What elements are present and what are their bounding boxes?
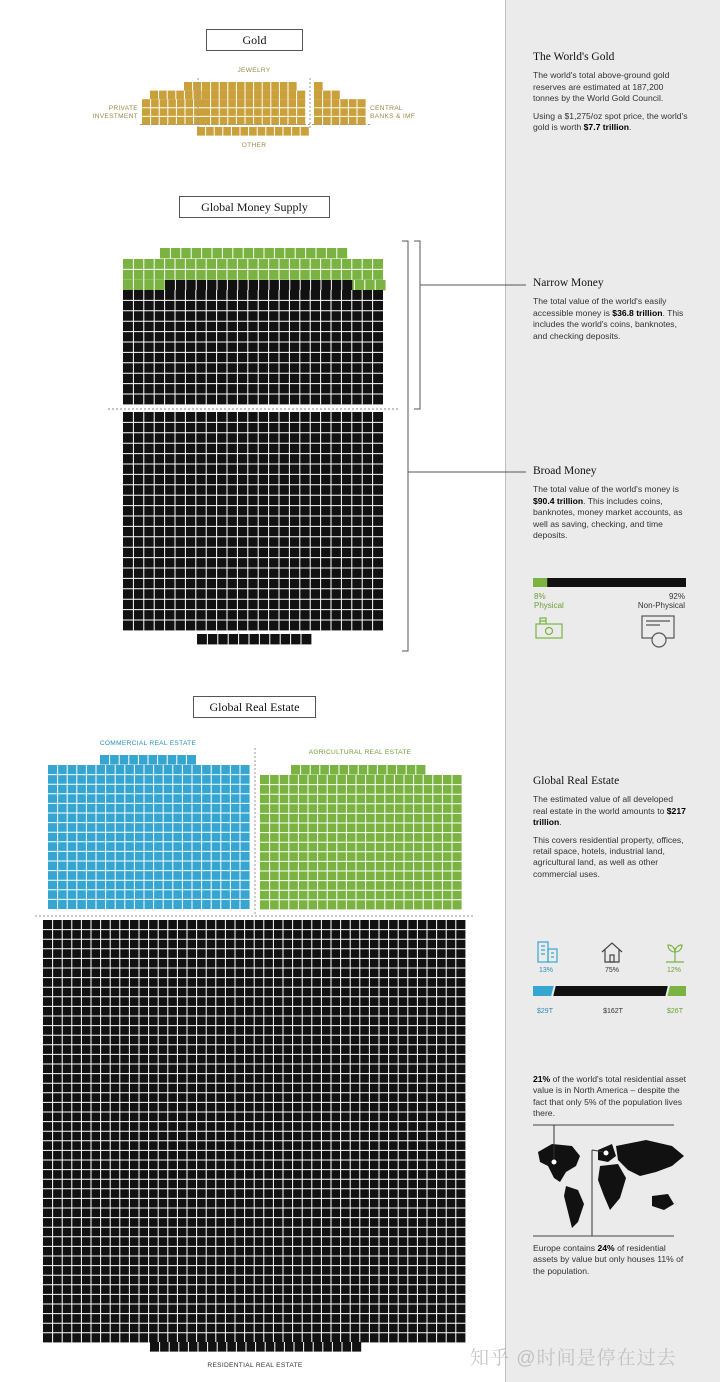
money-supply-waffle bbox=[108, 248, 400, 644]
money-broad-black bbox=[123, 412, 383, 630]
narrow-money-heading: Narrow Money bbox=[533, 277, 604, 289]
real-estate-text-1: The estimated value of all developed real estate in the world amounts to $217 trillion. bbox=[533, 794, 686, 828]
gold-central-top bbox=[314, 82, 323, 91]
check-icon bbox=[642, 616, 674, 647]
broad-money-text: The total value of the world's money is $90.4 trillion. This includes coins, banknotes, money market accounts, as well as saving, checking, and time deposits. bbox=[533, 484, 683, 541]
money-green-left bbox=[123, 280, 165, 290]
gold-text-1: The world's total above-ground gold reserves are estimated at 187,200 tonnes by the World Gold Council. bbox=[533, 70, 670, 104]
building-tall bbox=[538, 942, 548, 962]
agricultural-label: AGRICULTURAL REAL ESTATE bbox=[308, 749, 412, 756]
private-label-2: INVESTMENT bbox=[92, 113, 138, 120]
narrow-money-text: The total value of the world's easily accessible money is $36.8 trillion. This includes the world's coins, banknotes, and checking deposits. bbox=[533, 296, 684, 341]
commercial-bar bbox=[533, 986, 553, 996]
gold-jewelry-row-1-fill bbox=[202, 82, 297, 91]
agricultural-pct: 12% bbox=[666, 967, 681, 974]
house-door bbox=[610, 955, 614, 962]
jewelry-label: JEWELRY bbox=[237, 67, 271, 74]
check-lines bbox=[646, 621, 670, 625]
agricultural-value: $26T bbox=[667, 1008, 683, 1015]
re-agricultural-top bbox=[291, 765, 425, 775]
plant-leaves bbox=[668, 945, 682, 962]
eu-dot bbox=[603, 1150, 609, 1156]
real-estate-title: Global Real Estate bbox=[193, 696, 316, 718]
north-america-shape bbox=[538, 1144, 580, 1182]
europe-note: Europe contains 24% of residential assets by value but only houses 11% of the population. bbox=[533, 1243, 684, 1276]
check-coin bbox=[652, 633, 666, 647]
real-estate-info bbox=[533, 776, 688, 886]
commercial-value: $29T bbox=[537, 1008, 553, 1015]
money-black-notch bbox=[165, 280, 352, 290]
australia-shape bbox=[652, 1194, 674, 1210]
other-label: OTHER bbox=[241, 142, 267, 149]
north-america-note: 21% of the world's total residential asset value is in North America – despite the fact that only 5% of the population lives there. bbox=[533, 1074, 687, 1119]
re-residential-bottom bbox=[150, 1342, 361, 1352]
gold-waffle bbox=[140, 78, 370, 136]
re-commercial-body bbox=[48, 765, 250, 909]
narrow-bracket bbox=[414, 241, 420, 409]
plant-icon bbox=[666, 945, 684, 962]
narrow-money-info bbox=[533, 278, 688, 348]
re-residential-body bbox=[43, 920, 465, 1342]
re-commercial-body-fill bbox=[48, 765, 250, 909]
physical-label: Physical bbox=[534, 601, 564, 610]
gold-jewelry-row-2 bbox=[202, 91, 305, 100]
building-short bbox=[548, 949, 557, 962]
broad-money-heading: Broad Money bbox=[533, 465, 597, 477]
re-residential-bottom-gridlines bbox=[160, 1342, 352, 1352]
cash-bill bbox=[536, 624, 562, 638]
broad-bracket bbox=[402, 241, 408, 651]
money-green-rows bbox=[123, 259, 383, 280]
gold-heading: The World's Gold bbox=[533, 51, 615, 63]
cash-stack bbox=[540, 618, 546, 624]
money-bottom-row-fill bbox=[197, 634, 311, 644]
gold-private-row bbox=[150, 91, 202, 100]
gold-private-body bbox=[142, 99, 202, 125]
world-map bbox=[533, 1125, 684, 1236]
gold-central-body bbox=[314, 99, 366, 125]
residential-label: RESIDENTIAL REAL ESTATE bbox=[207, 1362, 303, 1369]
residential-value: $162T bbox=[603, 1008, 623, 1015]
gold-other-row bbox=[197, 127, 309, 136]
gold-central-row-fill bbox=[314, 91, 340, 100]
gold-title: Gold bbox=[206, 29, 303, 51]
gold-jewelry-row-1 bbox=[202, 82, 297, 91]
gold-info bbox=[533, 52, 688, 139]
physical-pct: 8% bbox=[534, 592, 546, 601]
gold-jewelry-body bbox=[202, 99, 305, 125]
nonphysical-pct: 92% bbox=[668, 592, 685, 601]
gold-central-row bbox=[314, 91, 340, 100]
money-supply-title: Global Money Supply bbox=[179, 196, 330, 218]
money-green-top bbox=[160, 248, 347, 258]
watermark: 知乎 @时间是停在过去 bbox=[470, 1348, 677, 1369]
real-estate-heading: Global Real Estate bbox=[533, 775, 620, 787]
gold-text-2: Using a $1,275/oz spot price, the world's gold is worth $7.7 trillion. bbox=[533, 110, 688, 133]
money-broad-black-fill bbox=[123, 412, 383, 630]
commercial-pct: 13% bbox=[538, 967, 553, 974]
real-estate-waffle bbox=[35, 748, 475, 1352]
central-label-1: CENTRAL bbox=[370, 105, 403, 112]
broad-money-info bbox=[533, 466, 688, 547]
central-label-2: BANKS & IMF bbox=[370, 113, 416, 120]
re-agricultural-body bbox=[260, 775, 462, 909]
africa-shape bbox=[598, 1164, 626, 1210]
icons bbox=[533, 616, 684, 1236]
south-america-shape bbox=[564, 1186, 584, 1228]
connector-lines bbox=[402, 241, 526, 651]
nonphysical-bar bbox=[533, 578, 686, 587]
money-bottom-row bbox=[197, 634, 311, 644]
physical-bar bbox=[533, 578, 547, 587]
cash-icon bbox=[536, 618, 562, 638]
residential-pct: 75% bbox=[604, 967, 619, 974]
nonphysical-label: Non-Physical bbox=[637, 601, 685, 610]
asia-shape bbox=[616, 1140, 684, 1176]
gold-central-top-fill bbox=[314, 82, 323, 91]
house-outline bbox=[602, 943, 622, 962]
agricultural-bar bbox=[668, 986, 686, 996]
house-icon bbox=[602, 943, 622, 962]
private-label-1: PRIVATE bbox=[108, 105, 138, 112]
money-narrow-black-fill bbox=[123, 290, 383, 404]
real-estate-text-2: This covers residential property, offices, retail space, hotels, industrial land, agricultural land, as well as other commercial uses. bbox=[533, 834, 684, 879]
re-commercial-top bbox=[100, 755, 196, 765]
buildings-icon bbox=[538, 942, 557, 962]
residential-bar bbox=[553, 986, 667, 996]
na-dot bbox=[551, 1159, 557, 1165]
cash-coin bbox=[546, 628, 553, 635]
money-narrow-black bbox=[123, 290, 383, 404]
gold-private-top bbox=[184, 82, 201, 91]
commercial-label: COMMERCIAL REAL ESTATE bbox=[99, 740, 197, 747]
